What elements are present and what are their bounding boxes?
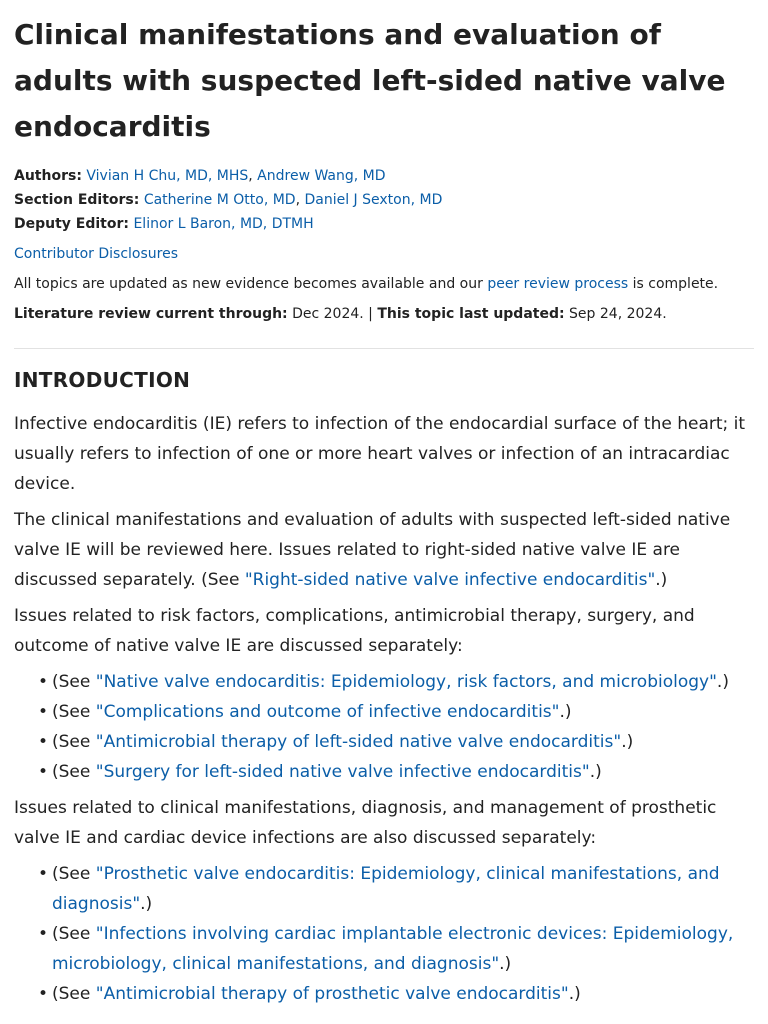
contributor-disclosures-row — [14, 242, 754, 266]
bullet: • — [38, 762, 49, 782]
review-dates — [14, 302, 754, 326]
page-title: Clinical manifestations and evaluation of adults with suspected left-sided native valve endocarditis — [14, 18, 726, 143]
topic-link[interactable]: "Infections involving cardiac implantable electronic devices: Epidemiology, microbiology, clinical manifestations, and diagnosis" — [52, 924, 734, 974]
section-editors-line — [14, 188, 754, 212]
bullet: • — [38, 732, 49, 752]
paragraph-text: The clinical manifestations and evaluation of adults with suspected left-sided native valve IE will be reviewed here. Issues related to right-sided native valve IE are discussed separately. (See — [14, 510, 731, 590]
author-separator: , — [248, 168, 258, 184]
topic-link[interactable]: "Native valve endocarditis: Epidemiology, risk factors, and microbiology" — [95, 672, 717, 692]
deputy-editor-link[interactable]: Elinor L Baron, MD, DTMH — [133, 216, 314, 232]
literature-review-value: Dec 2024. | — [287, 306, 378, 322]
paragraph: Issues related to clinical manifestations, diagnosis, and management of prosthetic valve IE and cardiac device infections are also discussed separately: — [14, 798, 717, 848]
list-item-prefix: (See — [52, 924, 96, 944]
list-item-suffix: .) — [559, 702, 572, 722]
list-item — [14, 979, 754, 1009]
related-topics-list — [14, 859, 754, 1009]
last-updated-value: Sep 24, 2024. — [564, 306, 667, 322]
list-item — [14, 919, 754, 979]
literature-review-label: Literature review current through: — [14, 306, 288, 322]
section-heading-introduction: INTRODUCTION — [14, 368, 191, 392]
bullet: • — [38, 924, 49, 944]
paragraph: Infective endocarditis (IE) refers to infection of the endocardial surface of the heart; it usually refers to infection of one or more heart valves or infection of an intracardiac device. — [14, 414, 746, 494]
list-item — [14, 697, 754, 727]
authors-label: Authors: — [14, 168, 82, 184]
section-editor-link[interactable]: Daniel J Sexton, MD — [304, 192, 443, 208]
list-item-suffix: .) — [621, 732, 634, 752]
list-item-suffix: .) — [499, 954, 512, 974]
author-link[interactable]: Andrew Wang, MD — [257, 168, 386, 184]
updates-notice-end: is complete. — [628, 276, 719, 292]
list-item-prefix: (See — [52, 762, 96, 782]
topic-link[interactable]: "Complications and outcome of infective endocarditis" — [95, 702, 560, 722]
authors-line — [14, 164, 754, 188]
list-item-suffix: .) — [140, 894, 153, 914]
section-editor-link[interactable]: Catherine M Otto, MD — [143, 192, 296, 208]
updates-notice-text: All topics are updated as new evidence becomes available and our — [14, 276, 488, 292]
paragraph-text: .) — [655, 570, 668, 590]
topic-link[interactable]: "Right-sided native valve infective endocarditis" — [244, 570, 656, 590]
section-editor-separator: , — [295, 192, 305, 208]
author-link[interactable]: Vivian H Chu, MD, MHS — [86, 168, 249, 184]
topic-link[interactable]: "Prosthetic valve endocarditis: Epidemiology, clinical manifestations, and diagnosis" — [52, 864, 720, 914]
bullet: • — [38, 702, 49, 722]
list-item — [14, 859, 754, 919]
bullet: • — [38, 672, 49, 692]
list-item-prefix: (See — [52, 864, 96, 884]
list-item-prefix: (See — [52, 672, 96, 692]
list-item-prefix: (See — [52, 702, 96, 722]
topic-link[interactable]: "Surgery for left-sided native valve infective endocarditis" — [95, 762, 590, 782]
list-item-prefix: (See — [52, 984, 96, 1004]
list-item-suffix: .) — [568, 984, 581, 1004]
list-item-suffix: .) — [589, 762, 602, 782]
deputy-editor-line — [14, 212, 754, 236]
peer-review-link[interactable]: peer review process — [487, 276, 629, 292]
list-item — [14, 667, 754, 697]
list-item-prefix: (See — [52, 732, 96, 752]
related-topics-list — [14, 667, 754, 787]
bullet: • — [38, 984, 49, 1004]
contributor-disclosures-link[interactable]: Contributor Disclosures — [14, 246, 179, 262]
topic-link[interactable]: "Antimicrobial therapy of prosthetic valve endocarditis" — [95, 984, 569, 1004]
paragraph — [14, 505, 754, 595]
topic-link[interactable]: "Antimicrobial therapy of left-sided native valve endocarditis" — [95, 732, 622, 752]
paragraph: Issues related to risk factors, complications, antimicrobial therapy, surgery, and outcome of native valve IE are discussed separately: — [14, 606, 695, 656]
bullet: • — [38, 864, 49, 884]
section-editors-label: Section Editors: — [14, 192, 140, 208]
list-item — [14, 727, 754, 757]
list-item-suffix: .) — [716, 672, 729, 692]
deputy-editor-label: Deputy Editor: — [14, 216, 129, 232]
section-divider — [14, 348, 754, 349]
updates-notice — [14, 272, 754, 296]
list-item — [14, 757, 754, 787]
last-updated-label: This topic last updated: — [377, 306, 565, 322]
